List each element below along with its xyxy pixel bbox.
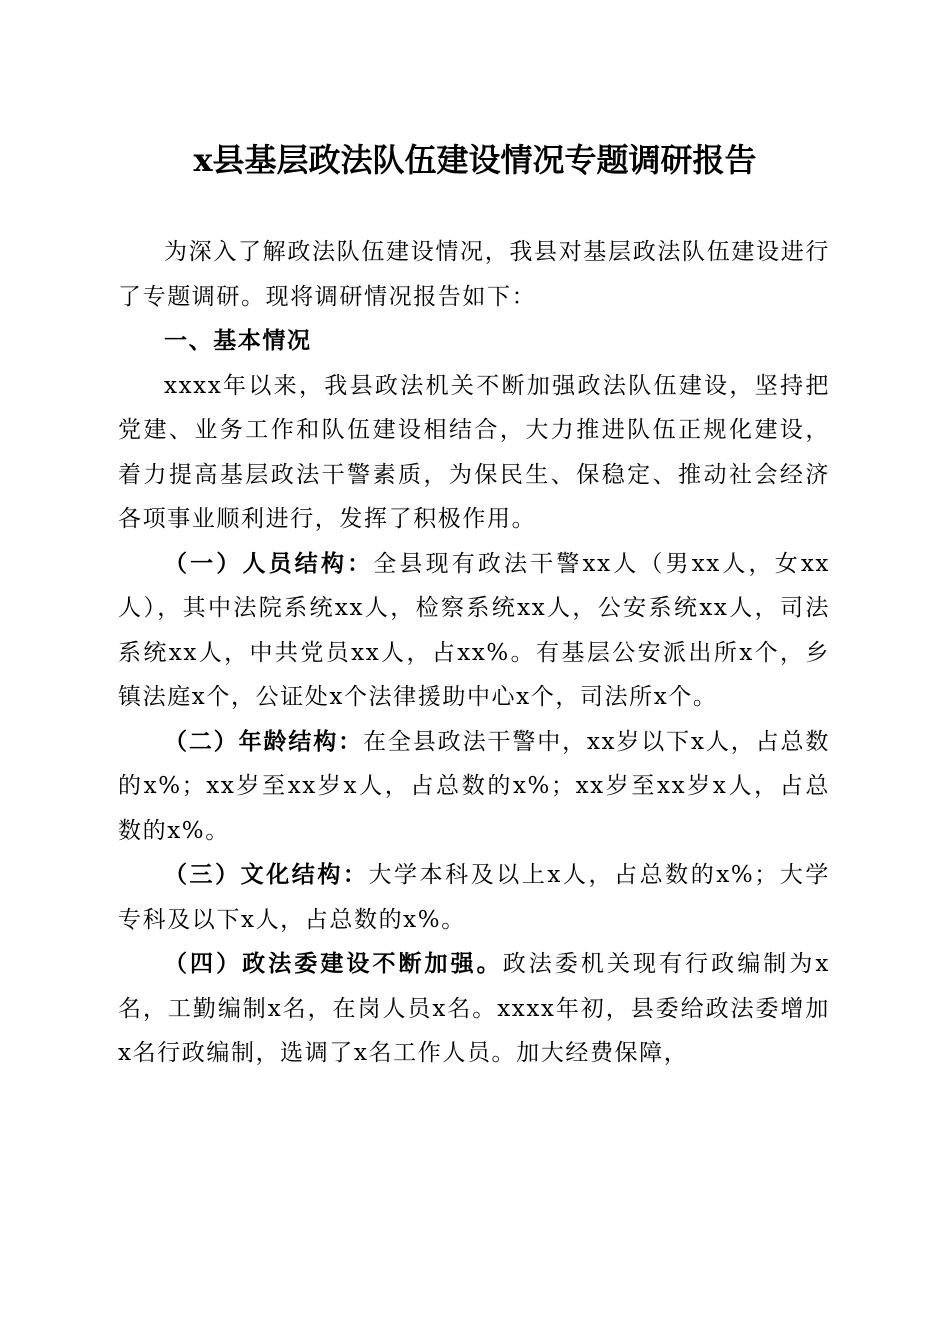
- item-lead: （二）年龄结构：: [164, 727, 364, 755]
- item-text: 政法委机关现有行政编制为x名，工勤编制x名，在岗人员x名。xxxx年初，县委给政法委增加x名行政编制，选调了x名工作人员。加大经费保障，: [118, 951, 830, 1066]
- item-lead: （一）人员结构：: [164, 549, 374, 577]
- item-text: 大学本科及以上x人，占总数的x%；大学专科及以下x人，占总数的x%。: [118, 862, 830, 933]
- item-paragraph-personnel: [118, 542, 830, 720]
- item-text: 全县现有政法干警xx人（男xx人，女xx人），其中法院系统xx人，检察系统xx人，公安系统xx人，司法系统xx人，中共党员xx人，占xx%。有基层公安派出所x个，乡镇法庭x个，公证处x个法律援助中心x个，司法所x个。: [118, 550, 830, 710]
- intro-paragraph: 为深入了解政法队伍建设情况，我县对基层政法队伍建设进行了专题调研。现将调研情况报告如下：: [118, 239, 830, 310]
- item-paragraph-committee: [118, 942, 830, 1076]
- document-body: [118, 230, 830, 1076]
- item-lead: （三）文化结构：: [164, 861, 369, 888]
- item-paragraph-education: [118, 853, 830, 942]
- overview-paragraph: xxxx年以来，我县政法机关不断加强政法队伍建设，坚持把党建、业务工作和队伍建设相结合，大力推进队伍正规化建设，着力提高基层政法干警素质，为保民生、保稳定、推动社会经济各项事业顺利进行，发挥了积极作用。: [118, 372, 830, 532]
- item-paragraph-age: [118, 720, 830, 854]
- item-text: 在全县政法干警中，xx岁以下x人，占总数的x%；xx岁至xx岁x人，占总数的x%；xx岁至xx岁x人，占总数的x%。: [118, 728, 830, 844]
- item-lead: （四）政法委建设不断加强。: [164, 950, 503, 977]
- section-heading: 一、基本情况: [164, 328, 312, 354]
- document-title: x县基层政法队伍建设情况专题调研报告: [193, 141, 757, 179]
